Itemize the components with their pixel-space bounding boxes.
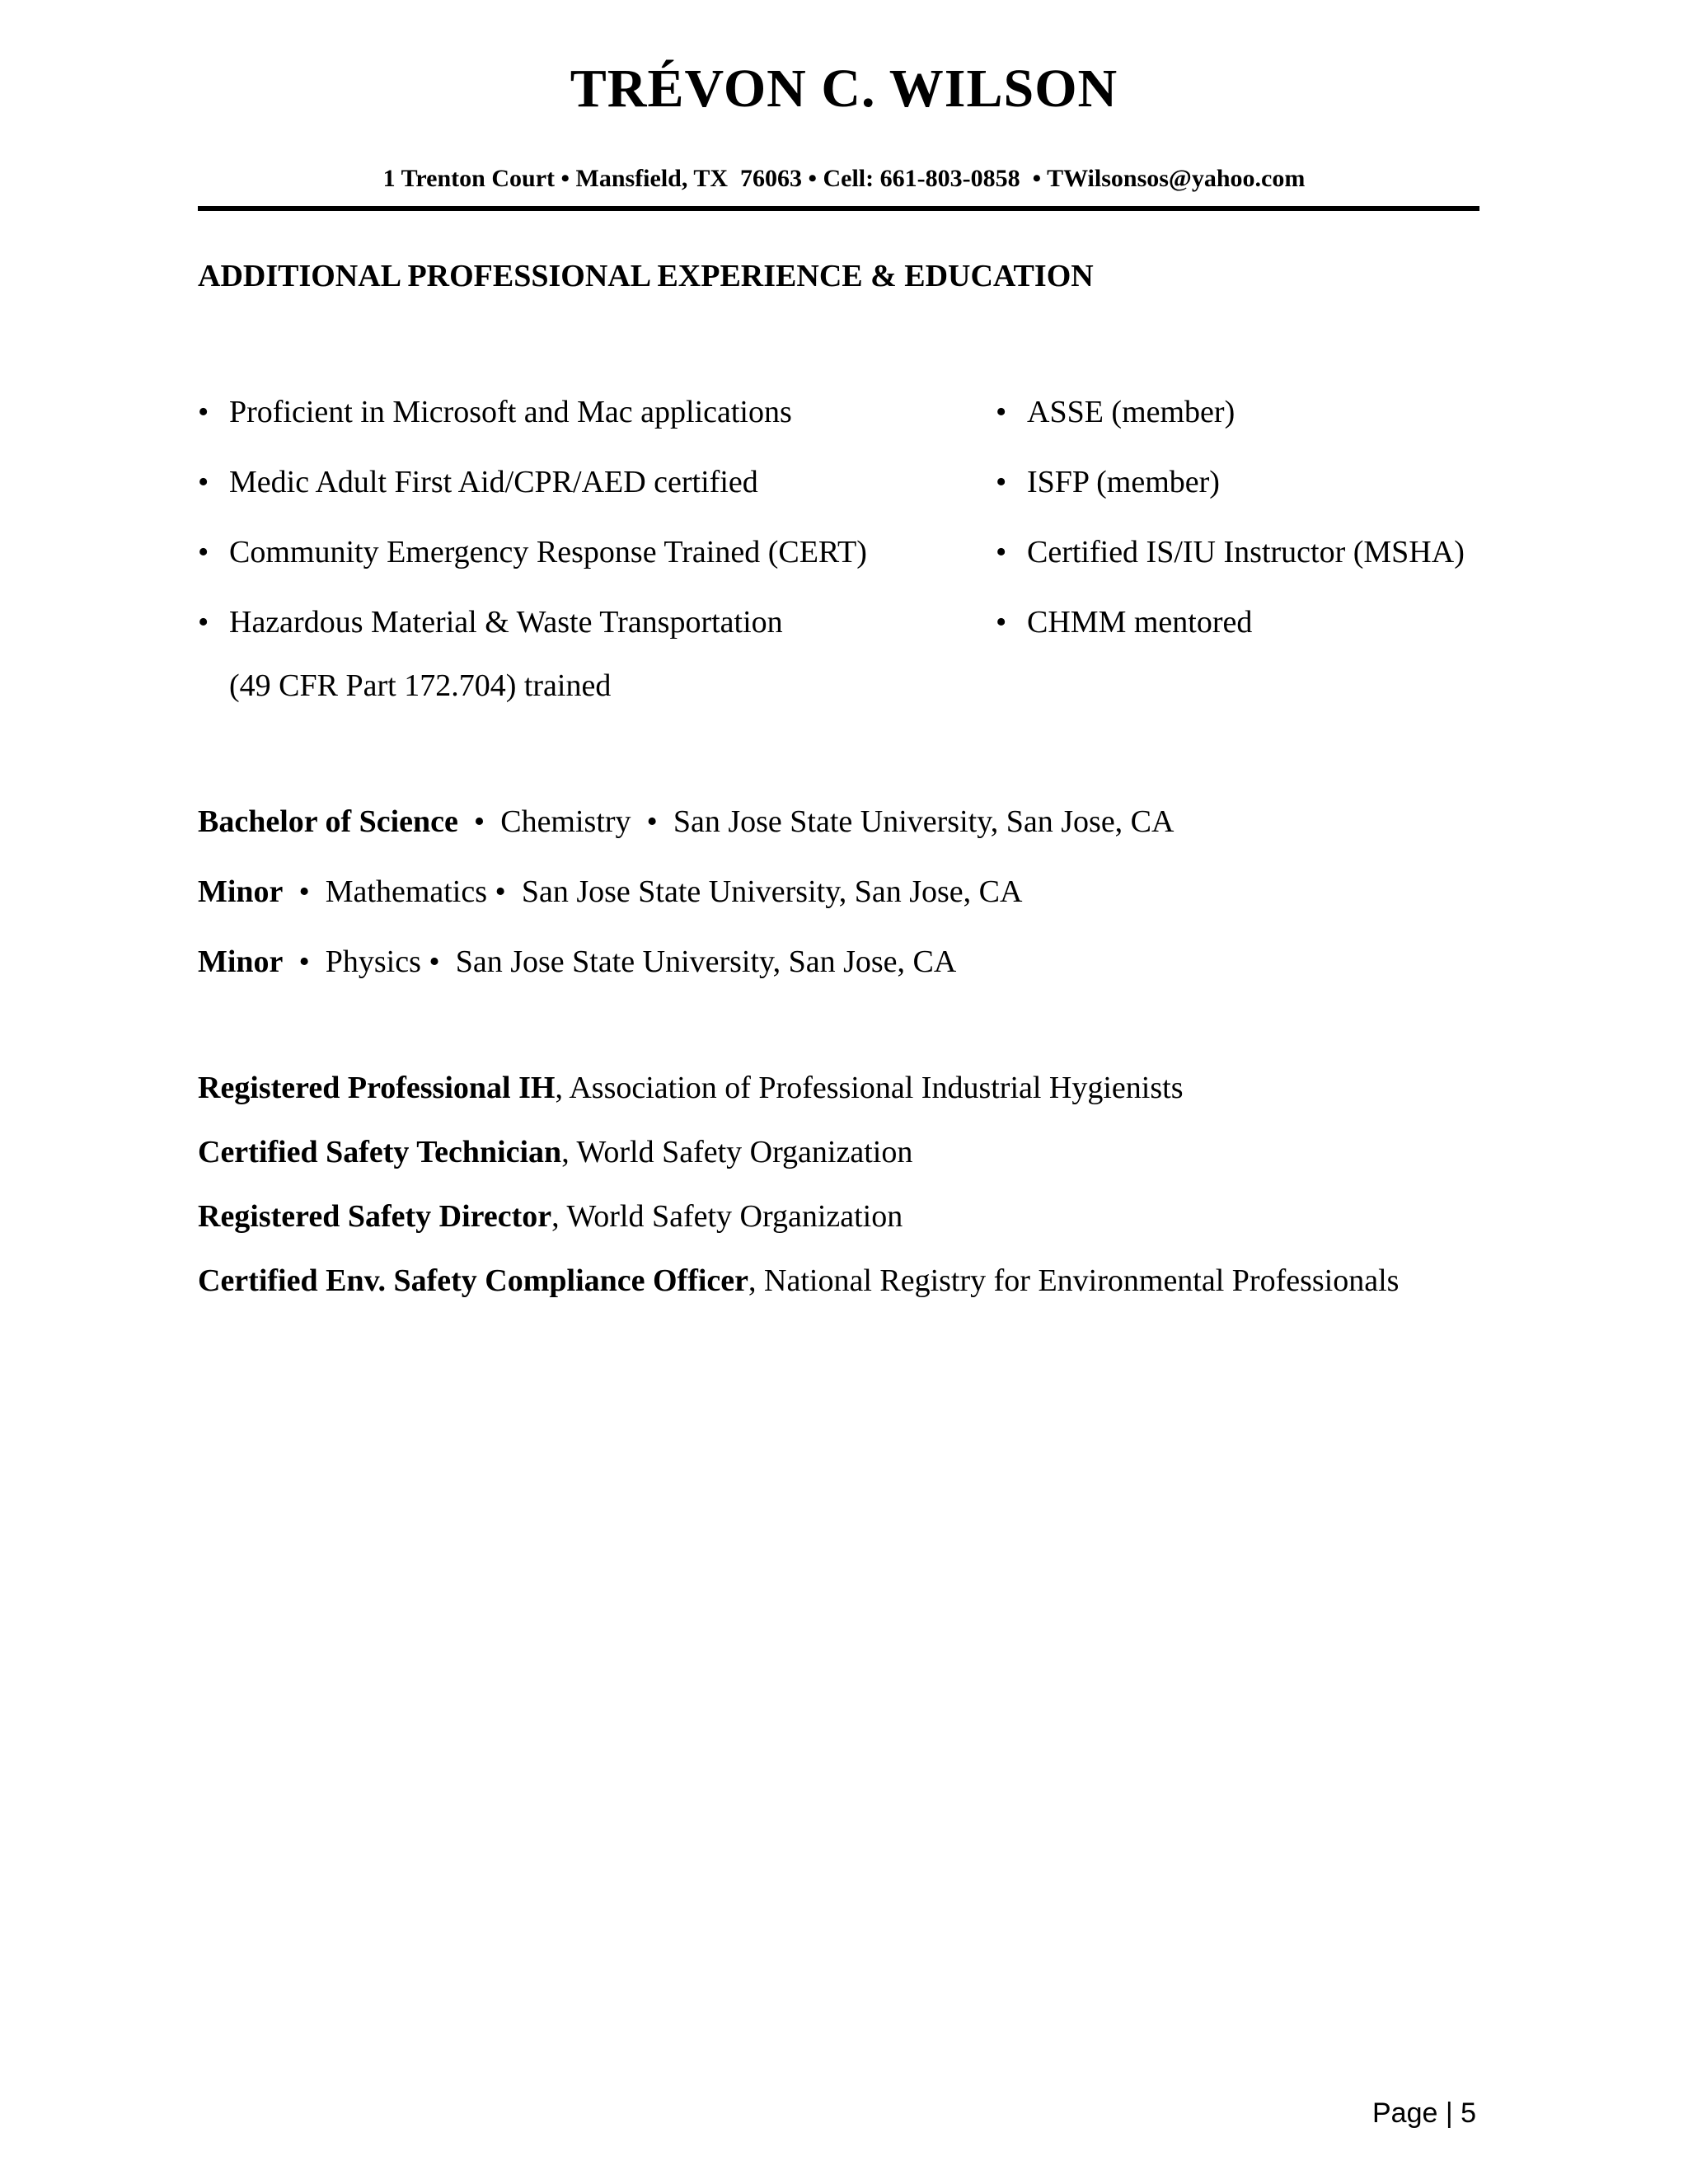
certification-entry: Registered Professional IH, Association of Professional Industrial Hygienists (198, 1071, 1184, 1105)
list-item: • Hazardous Material & Waste Transportation (198, 605, 783, 640)
resume-name: TRÉVON C. WILSON (570, 59, 1118, 119)
bullet-icon: • (495, 874, 506, 909)
skills-list-left (198, 394, 867, 704)
page-number: Page | 5 (1372, 2097, 1477, 2129)
certification-title: Certified Safety Technician (198, 1135, 562, 1169)
bullet-icon: • (198, 395, 209, 429)
bullet-icon: • (429, 944, 440, 979)
list-item: • Medic Adult First Aid/CPR/AED certified (198, 465, 758, 499)
bullet-icon: • (298, 944, 310, 979)
degree-label: Minor (198, 874, 284, 909)
certification-org: World Safety Organization (566, 1199, 903, 1234)
section-title: ADDITIONAL PROFESSIONAL EXPERIENCE & EDUCATION (198, 259, 1094, 293)
education-entry (198, 804, 1174, 840)
field-of-study: Physics (325, 944, 421, 979)
school-name: San Jose State University, San Jose, CA (521, 874, 1023, 909)
certification-entry: Certified Safety Technician, World Safety Organization (198, 1135, 913, 1169)
header-divider (198, 206, 1479, 211)
bullet-icon: • (298, 874, 310, 909)
school-name: San Jose State University, San Jose, CA (673, 804, 1175, 839)
certification-org: World Safety Organization (576, 1135, 913, 1169)
list-item: • Certified IS/IU Instructor (MSHA) (996, 535, 1465, 569)
bullet-icon: • (198, 535, 209, 569)
bullet-icon: • (996, 605, 1007, 640)
bullet-icon: • (646, 804, 658, 839)
list-item: • Community Emergency Response Trained (CERT) (198, 535, 867, 569)
certification-entry: Registered Safety Director, World Safety Organization (198, 1199, 903, 1234)
school-name: San Jose State University, San Jose, CA (455, 944, 957, 979)
education-entry (198, 944, 956, 980)
bullet-icon: • (198, 605, 209, 640)
bullet-icon: • (996, 395, 1007, 429)
certification-title: Registered Professional IH (198, 1071, 556, 1105)
certification-entry: Certified Env. Safety Compliance Officer, National Registry for Environmental Professionals (198, 1263, 1400, 1298)
bullet-icon: • (996, 465, 1007, 499)
field-of-study: Mathematics (325, 874, 488, 909)
field-of-study: Chemistry (500, 804, 631, 839)
certification-org: National Registry for Environmental Professionals (764, 1263, 1400, 1298)
list-item: • Proficient in Microsoft and Mac applications (198, 395, 792, 429)
bullet-icon: • (473, 804, 485, 839)
bullet-icon: • (198, 465, 209, 499)
education-entry (198, 874, 1022, 910)
degree-label: Bachelor of Science (198, 804, 458, 839)
list-item: • CHMM mentored (996, 605, 1253, 640)
contact-line: 1 Trenton Court • Mansfield, TX 76063 • Cell: 661-803-0858 • TWilsonsos@yahoo.com (382, 165, 1306, 192)
list-item-continuation: (49 CFR Part 172.704) trained (229, 668, 612, 703)
certification-title: Registered Safety Director (198, 1199, 552, 1234)
degree-label: Minor (198, 944, 284, 979)
list-item: • ISFP (member) (996, 465, 1220, 499)
skills-list-right (996, 394, 1465, 674)
certification-org: Association of Professional Industrial Hygienists (569, 1071, 1184, 1105)
bullet-icon: • (996, 535, 1007, 569)
list-item: • ASSE (member) (996, 395, 1236, 429)
certification-title: Certified Env. Safety Compliance Officer (198, 1263, 749, 1298)
